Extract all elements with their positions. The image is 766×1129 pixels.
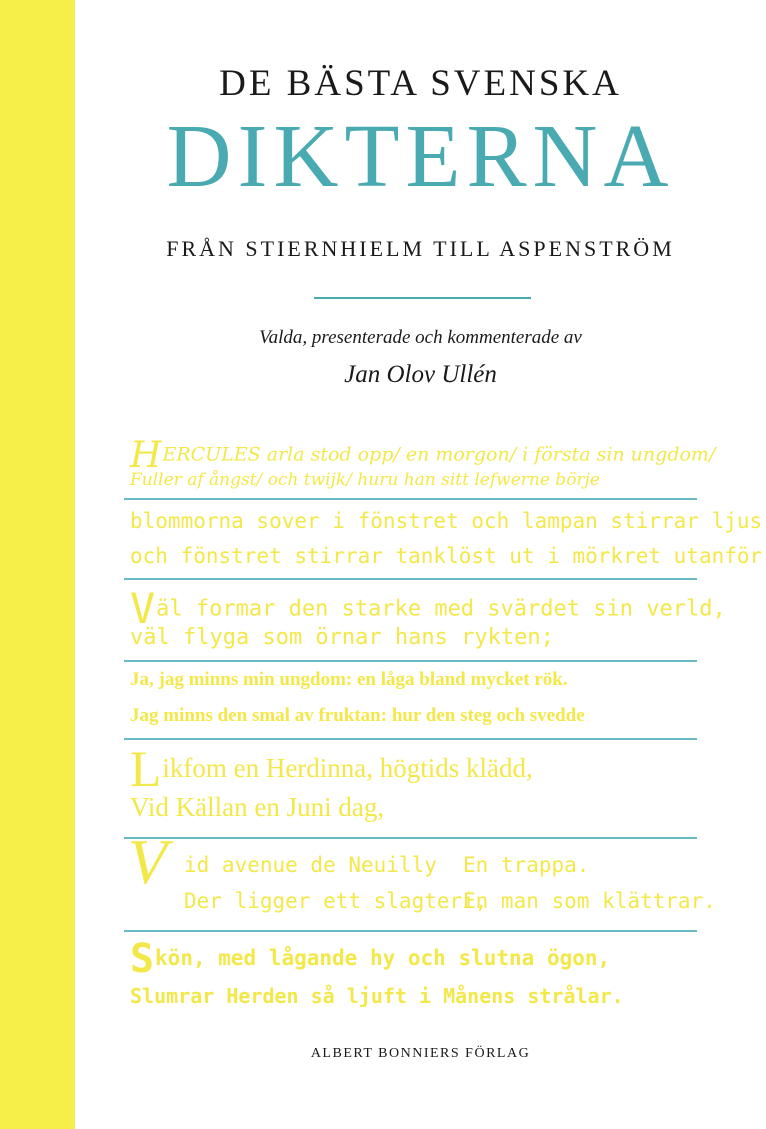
poem-line (130, 741, 533, 798)
poem-line: väl flyga som örnar hans rykten; (130, 625, 554, 650)
poem-line: Vid Källan en Juni dag, (130, 792, 385, 822)
dropcap: H (130, 434, 162, 476)
poem-line: Slumrar Herden så ljuft i Månens strålar. (130, 984, 624, 1008)
poem-line-text: kön, med lågande hy och slutna ögon, (155, 945, 611, 970)
publisher-name: ALBERT BONNIERS FÖRLAG (310, 1046, 531, 1061)
poem-line: id avenue de Neuilly (184, 853, 437, 877)
dropcap: V (130, 584, 156, 633)
subtitle: FRÅN STIERNHIELM TILL ASPENSTRÖM (166, 236, 675, 261)
credit-line: Valda, presenterade och kommenterade av (259, 327, 582, 348)
title-top: DE BÄSTA SVENSKA (219, 63, 622, 104)
title-main: DIKTERNA (166, 107, 675, 206)
poem-line: En trappa. (463, 853, 590, 877)
poem-divider (124, 837, 697, 839)
poem-line-text: ERCULES arla stod opp/ en morgon/ i första sin ungdom/ (162, 443, 716, 466)
dropcap: L (130, 741, 162, 798)
poem-line: En man som klättrar. (463, 889, 716, 913)
poem-divider (124, 738, 697, 740)
poem-line-text: äl formar den starke med svärdet sin verld, (156, 596, 726, 622)
poem-divider (124, 578, 697, 580)
poem-divider (124, 498, 697, 500)
poem-line: och fönstret stirrar tanklöst ut i mörkret utanför (130, 544, 763, 568)
poem-line: Fuller af ångst/ och twijk/ huru han sitt lefwerne börje (130, 470, 600, 490)
poem-line (130, 936, 611, 982)
poem-line: Ja, jag minns min ungdom: en låga bland mycket rök. (130, 669, 568, 690)
poem-line: Jag minns den smal av fruktan: hur den steg och svedde (130, 705, 585, 726)
poem-line-text: ikfom en Herdinna, högtids klädd, (162, 752, 533, 783)
poem-divider (124, 660, 697, 662)
poem-line (130, 584, 726, 633)
poem-line (130, 434, 716, 476)
author-name: Jan Olov Ullén (344, 361, 497, 388)
yellow-spine-band (0, 0, 75, 1129)
dropcap: V (128, 826, 168, 897)
poem-divider (124, 930, 697, 932)
dropcap: S (130, 936, 155, 982)
poem-line: Der ligger ett slagteri, (184, 889, 488, 913)
poem-line: blommorna sover i fönstret och lampan stirrar ljus (130, 509, 763, 533)
title-divider (314, 297, 531, 299)
